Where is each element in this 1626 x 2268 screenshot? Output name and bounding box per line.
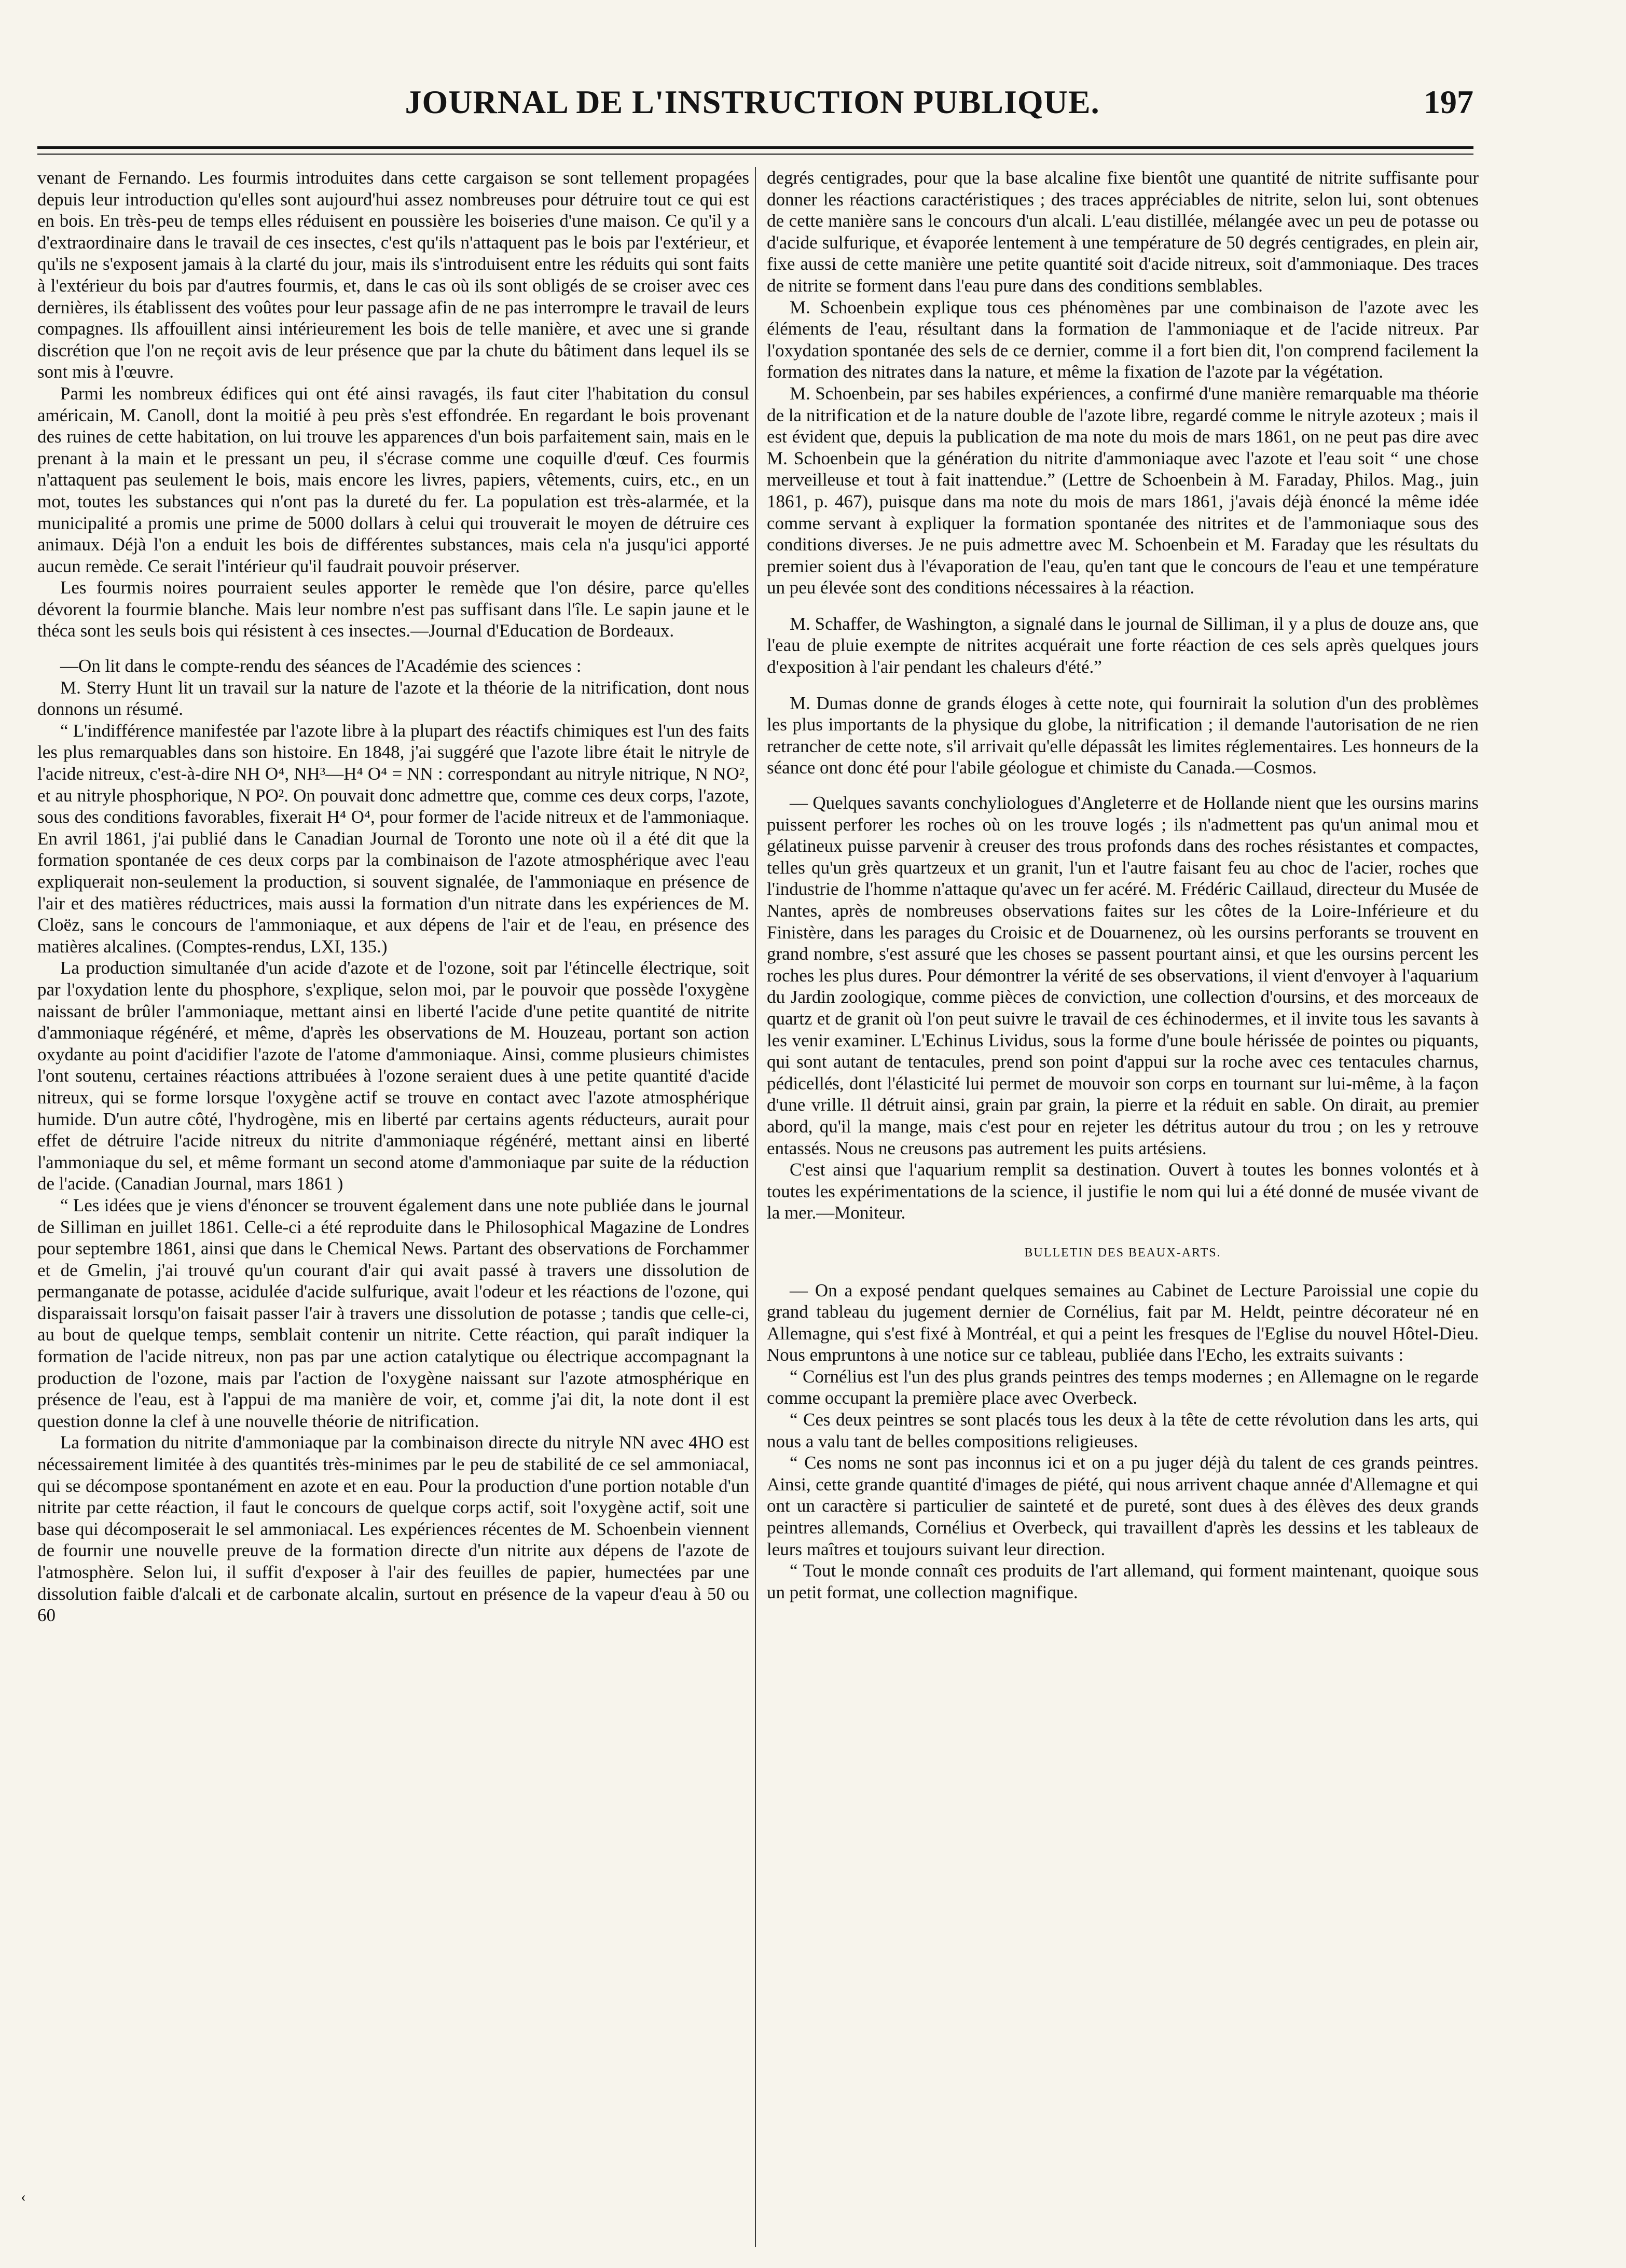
paragraph: La formation du nitrite d'ammoniaque par la combinaison directe du nitryle NN avec 4HO est nécessairement limitée à des quantités très-minimes par le peu de stabilité de ce sel ammoniacal, qui se décompose spontanément en azote et en eau. Pour la production d'une portion notable d'un nitrite par cette réaction, il faut le concours de quelque corps actif, soit l'oxygène actif, soit une base qui décomposerait le sel ammoniacal. Les expériences récentes de M. Schoenbein viennent de fournir une nouvelle preuve de la formation directe d'un nitrite aux dépens de l'azote de l'atmosphère. Selon lui, il suffit d'exposer à l'air des feuilles de papier, humectées par une dissolution faible d'alcali et de carbonate alcalin, surtout en présence de la vapeur d'eau à 50 ou 60 [37,1432,749,1626]
paragraph: M. Schaffer, de Washington, a signalé dans le journal de Silliman, il y a plus de douze ans, que l'eau de pluie exempte de nitrites acquérait une forte réaction de ces sels après quelques jours d'exposition à l'air pendant les chaleurs d'été.” [767,613,1479,677]
column-divider [755,167,756,2247]
paragraph: Parmi les nombreux édifices qui ont été ainsi ravagés, ils faut citer l'habitation du consul américain, M. Canoll, dont la moitié à peu près s'est effondrée. En regardant le bois provenant des ruines de cette habitation, on lui trouve les apparences d'un bois parfaitement sain, mais en le prenant à la main et le pressant un peu, il s'écrase comme une coquille d'œuf. Ces fourmis n'attaquent pas seulement le bois, mais encore les livres, papiers, vêtements, cuirs, etc., en un mot, toutes les substances qui n'ont pas la dureté du fer. La population est très-alarmée, et la municipalité a promis une prime de 5000 dollars à celui qui trouverait le moyen de détruire ces animaux. Déjà l'on a enduit les bois de différentes substances, mais cela n'a jusqu'ici apporté aucun remède. Ce serait l'intérieur qu'il faudrait pouvoir préserver. [37,383,749,576]
paragraph: —On lit dans le compte-rendu des séances de l'Académie des sciences : [60,656,582,676]
paragraph: La production simultanée d'un acide d'azote et de l'ozone, soit par l'étincelle électrique, soit par l'oxydation lente du phosphore, s'explique, selon moi, par le pouvoir que possède l'oxygène naissant de brûler l'ammoniaque, mettant ainsi en liberté l'acide d'une petite quantité de nitrite d'ammoniaque régénéré, et même, d'après les observations de M. Houzeau, portant son action oxydante au point d'acidifier l'azote de l'atome d'ammoniaque. Ainsi, comme plusieurs chimistes l'ont soutenu, certaines réactions attribuées à l'ozone seraient dues à une petite quantité d'acide nitreux, qui se forme lorsque l'oxygène actif se trouve en contact avec l'azote atmosphérique humide. D'un autre côté, l'hydrogène, mis en liberté par certains agents réducteurs, aurait pour effet de détruire l'acide nitreux du nitrite d'ammoniaque régénéré, mettant ainsi en liberté l'ammoniaque du sel, et même formant un second atome d'ammoniaque par suite de la réduction de l'acide. (Canadian Journal, mars 1861 ) [37,958,749,1194]
paragraph: “ Les idées que je viens d'énoncer se trouvent également dans une note publiée dans le journal de Silliman en juillet 1861. Celle-ci a été reproduite dans le Philosophical Magazine de Londres pour septembre 1861, ainsi que dans le Chemical News. Partant des observations de Forchammer et de Gmelin, j'ai trouvé qu'un courant d'air qui avait passé à travers une dissolution de permanganate de potasse, acidulée d'acide sulfurique, avait l'odeur et les réactions de l'ozone, qui disparaissait lorsqu'on faisait passer l'air à travers une dissolution de potasse ; tandis que celle-ci, au bout de quelque temps, semblait contenir un nitrite. Cette réaction, qui paraît indiquer la formation de l'acide nitreux, non pas par une action catalytique ou électrique accompagnant la production de l'ozone, mais par l'action de l'oxygène naissant sur l'azote atmosphérique en présence de l'eau, est à l'appui de ma manière de voir, et, comme j'ai dit, la note dont il est question donne la clef à une nouvelle théorie de nitrification. [37,1195,749,1431]
page-header [31,78,1473,140]
paragraph: “ Cornélius est l'un des plus grands peintres des temps modernes ; en Allemagne on le regarde comme occupant la première place avec Overbeck. [767,1366,1479,1408]
page-number: 197 [1424,84,1473,120]
paragraph: M. Schoenbein explique tous ces phénomènes par une combinaison de l'azote avec les éléments de l'eau, résultant dans la formation de l'ammoniaque et de l'acide nitreux. Par l'oxydation spontanée des sels de ce dernier, comme il a fort bien dit, l'on comprend facilement la formation des nitrates dans la nature, et même la fixation de l'azote par la végétation. [767,297,1479,382]
header-rule-thick [37,146,1473,149]
paragraph: “ Ces deux peintres se sont placés tous les deux à la tête de cette révolution dans les arts, qui nous a valu tant de belles compositions religieuses. [767,1409,1479,1451]
spacer [767,779,1479,792]
left-column [37,167,749,1626]
paragraph: M. Sterry Hunt lit un travail sur la nature de l'azote et la théorie de la nitrification, dont nous donnons un résumé. [37,677,749,720]
right-column [767,167,1479,1603]
paragraph: “ L'indifférence manifestée par l'azote libre à la plupart des réactifs chimiques est l'un des faits les plus remarquables dans son histoire. En 1848, j'ai suggéré que l'azote libre était le nitryle de l'acide nitreux, c'est-à-dire NH O⁴, NH³—H⁴ O⁴ = NN : correspondant au nitryle nitrique, N NO², et au nitryle phosphorique, N PO². On pouvait donc admettre que, comme ces deux corps, l'azote, sous des conditions favorables, fixerait H⁴ O⁴, pour former de l'acide nitreux et de l'ammoniaque. En avril 1861, j'ai publié dans le Canadian Journal de Toronto une note où il a été dit que la formation spontanée de ces deux corps par la combinaison de l'azote atmosphérique avec l'eau expliquerait non-seulement la production, si souvent signalée, de l'ammoniaque en présence de l'air et des matières réductrices, mais aussi la formation d'un nitrate dans les expériences de M. Cloëz, sans le concours de l'ammoniaque, et aux dépens de l'air et de l'eau, en présence des matières alcalines. (Comptes-rendus, LXI, 135.) [37,720,749,957]
margin-mark-icon: ‹ [21,2188,26,2205]
paragraph: M. Schoenbein, par ses habiles expériences, a confirmé d'une manière remarquable ma théorie de la nitrification et de la nature double de l'azote libre, regardé comme le nitryle azoteux ; mais il est évident que, depuis la publication de ma note du mois de mars 1861, on ne peut pas dire avec M. Schoenbein que la génération du nitrite d'ammoniaque avec l'azote et l'eau soit “ une chose merveilleuse et tout à fait inattendue.” (Lettre de Schoenbein à M. Faraday, Philos. Mag., juin 1861, p. 467), puisque dans ma note du mois de mars 1861, j'avais déjà énoncé la même idée comme servant à expliquer la formation spontanée des nitrites et de l'ammoniaque sous des conditions diverses. Je ne puis admettre avec M. Schoenbein et M. Faraday que les résultats du premier soient dus à l'évaporation de l'eau, qu'en tant que le concours de l'eau et une température un peu élevée sont des conditions nécessaires à la réaction. [767,383,1479,598]
paragraph: venant de Fernando. Les fourmis introduites dans cette cargaison se sont tellement propagées depuis leur introduction qu'elles sont aujourd'hui assez nombreuses pour détruire tout ce qui est en bois. En très-peu de temps elles réduisent en poussière les boiseries d'une maison. Ce qu'il y a d'extraordinaire dans le travail de ces insectes, c'est qu'ils n'attaquent pas le bois par l'extérieur, et qu'ils ne s'exposent jamais à la clarté du jour, mais ils s'introduisent entre les réduits qui sont faits à l'extérieur du bois par d'autres fourmis, et, dans le cas où ils sont obligés de se croiser avec ces dernières, ils établissent des voûtes pour leur passage afin de ne pas interrompre le travail de leurs compagnes. Ils affouillent ainsi intérieurement les bois de telle manière, et avec une si grande discrétion que l'on ne reçoit avis de leur présence que par la chute du bâtiment dans lequel ils se sont mis à l'œuvre. [37,168,749,382]
section-heading: BULLETIN DES BEAUX-ARTS. [1024,1246,1221,1260]
paragraph: — Quelques savants conchyliologues d'Angleterre et de Hollande nient que les oursins marins puissent perforer les roches où on les trouve logés ; ils n'admettent pas qu'un animal mou et gélatineux puisse parvenir à creuser des trous profonds dans des roches résistantes et compactes, telles qu'un grès quartzeux et un granit, l'un et l'autre faisant feu au choc de l'acier, roches que l'industrie de l'homme n'attaque qu'avec un fer acéré. M. Frédéric Caillaud, directeur du Musée de Nantes, après de nombreuses observations faites sur les côtes de la Loire-Inférieure et du Finistère, dans les parages du Croisic et de Douarnenez, où les oursins perforants se trouvent en grand nombre, s'est assuré que les choses se passent pourtant ainsi, et que les oursins percent les roches les plus dures. Pour démontrer la vérité de ses observations, il vient d'envoyer à l'aquarium du Jardin zoologique, comme pièces de conviction, une collection d'oursins, et des morceaux de quartz et de granit où l'on peut suivre le travail de ces échinodermes, et il invite tous les savants à les venir examiner. L'Echinus Lividus, sous la forme d'une boule hérissée de pointes ou piquants, qui sont autant de tentacules, prend son point d'appui sur la roche avec ces tentacules charnus, pédicellés, dont l'élasticité lui permet de mouvoir son corps en tournant sur lui-même, à la façon d'une vrille. Il détruit ainsi, grain par grain, la pierre et la réduit en sable. On dirait, au premier abord, qu'il la mange, mais c'est pour en rejeter les détritus autour du trou ; on les y retrouve entassés. Nous ne creusons pas autrement les puits artésiens. [767,793,1479,1158]
paragraph: Les fourmis noires pourraient seules apporter le remède que l'on désire, parce qu'elles dévorent la fourmie blanche. Mais leur nombre n'est pas suffisant dans l'île. Le sapin jaune et le théca sont les seuls bois qui résistent à ces insectes.—Journal d'Education de Bordeaux. [37,577,749,641]
spacer [37,642,749,655]
paragraph: — On a exposé pendant quelques semaines au Cabinet de Lecture Paroissial une copie du grand tableau du jugement dernier de Cornélius, fait par M. Heldt, peintre décorateur né en Allemagne, qui s'est fixé à Montréal, et qui a peint les fresques de l'Eglise du nouvel Hôtel-Dieu. Nous empruntons à une notice sur ce tableau, publiée dans l'Echo, les extraits suivants : [767,1280,1479,1365]
paragraph: C'est ainsi que l'aquarium remplit sa destination. Ouvert à toutes les bonnes volontés et à toutes les expérimentations de la science, il justifie le nom qui lui a été donné de musée vivant de la mer.—Moniteur. [767,1159,1479,1223]
paragraph: “ Ces noms ne sont pas inconnus ici et on a pu juger déjà du talent de ces grands peintres. Ainsi, cette grande quantité d'images de piété, qui nous arrivent chaque année d'Allemagne et qui ont un caractère si particulier de sainteté et de pureté, sont dues à des élèves des deux grands peintres allemands, Cornélius et Overbeck, qui travaillent d'après les dessins et les tableaux de leurs maîtres et toujours suivant leur direction. [767,1453,1479,1559]
running-title: JOURNAL DE L'INSTRUCTION PUBLIQUE. [405,84,1100,120]
header-rule-thin [37,154,1473,155]
paragraph: M. Dumas donne de grands éloges à cette note, qui fournirait la solution d'un des problèmes les plus importants de la physique du globe, la nitrification ; il demande l'autorisation de ne rien retrancher de cette note, s'il arrivait qu'elle dépassât les limites réglementaires. Les honneurs de la séance ont donc été pour l'abile géologue et chimiste du Canada.—Cosmos. [767,693,1479,778]
paragraph: degrés centigrades, pour que la base alcaline fixe bientôt une quantité de nitrite suffisante pour donner les réactions caractéristiques ; des traces appréciables de nitrite, selon lui, sont obtenues de cette manière sans le concours d'un alcali. L'eau distillée, mélangée avec un peu de potasse ou d'acide sulfurique, et évaporée lentement à une température de 50 degrés centigrades, en plein air, fixe aussi de cette manière une petite quantité soit d'acide nitreux, soit d'ammoniaque. Des traces de nitrite se forment dans l'eau pure dans des conditions semblables. [767,168,1479,296]
paragraph: “ Tout le monde connaît ces produits de l'art allemand, qui forment maintenant, quoique sous un petit format, une collection magnifique. [767,1560,1479,1602]
